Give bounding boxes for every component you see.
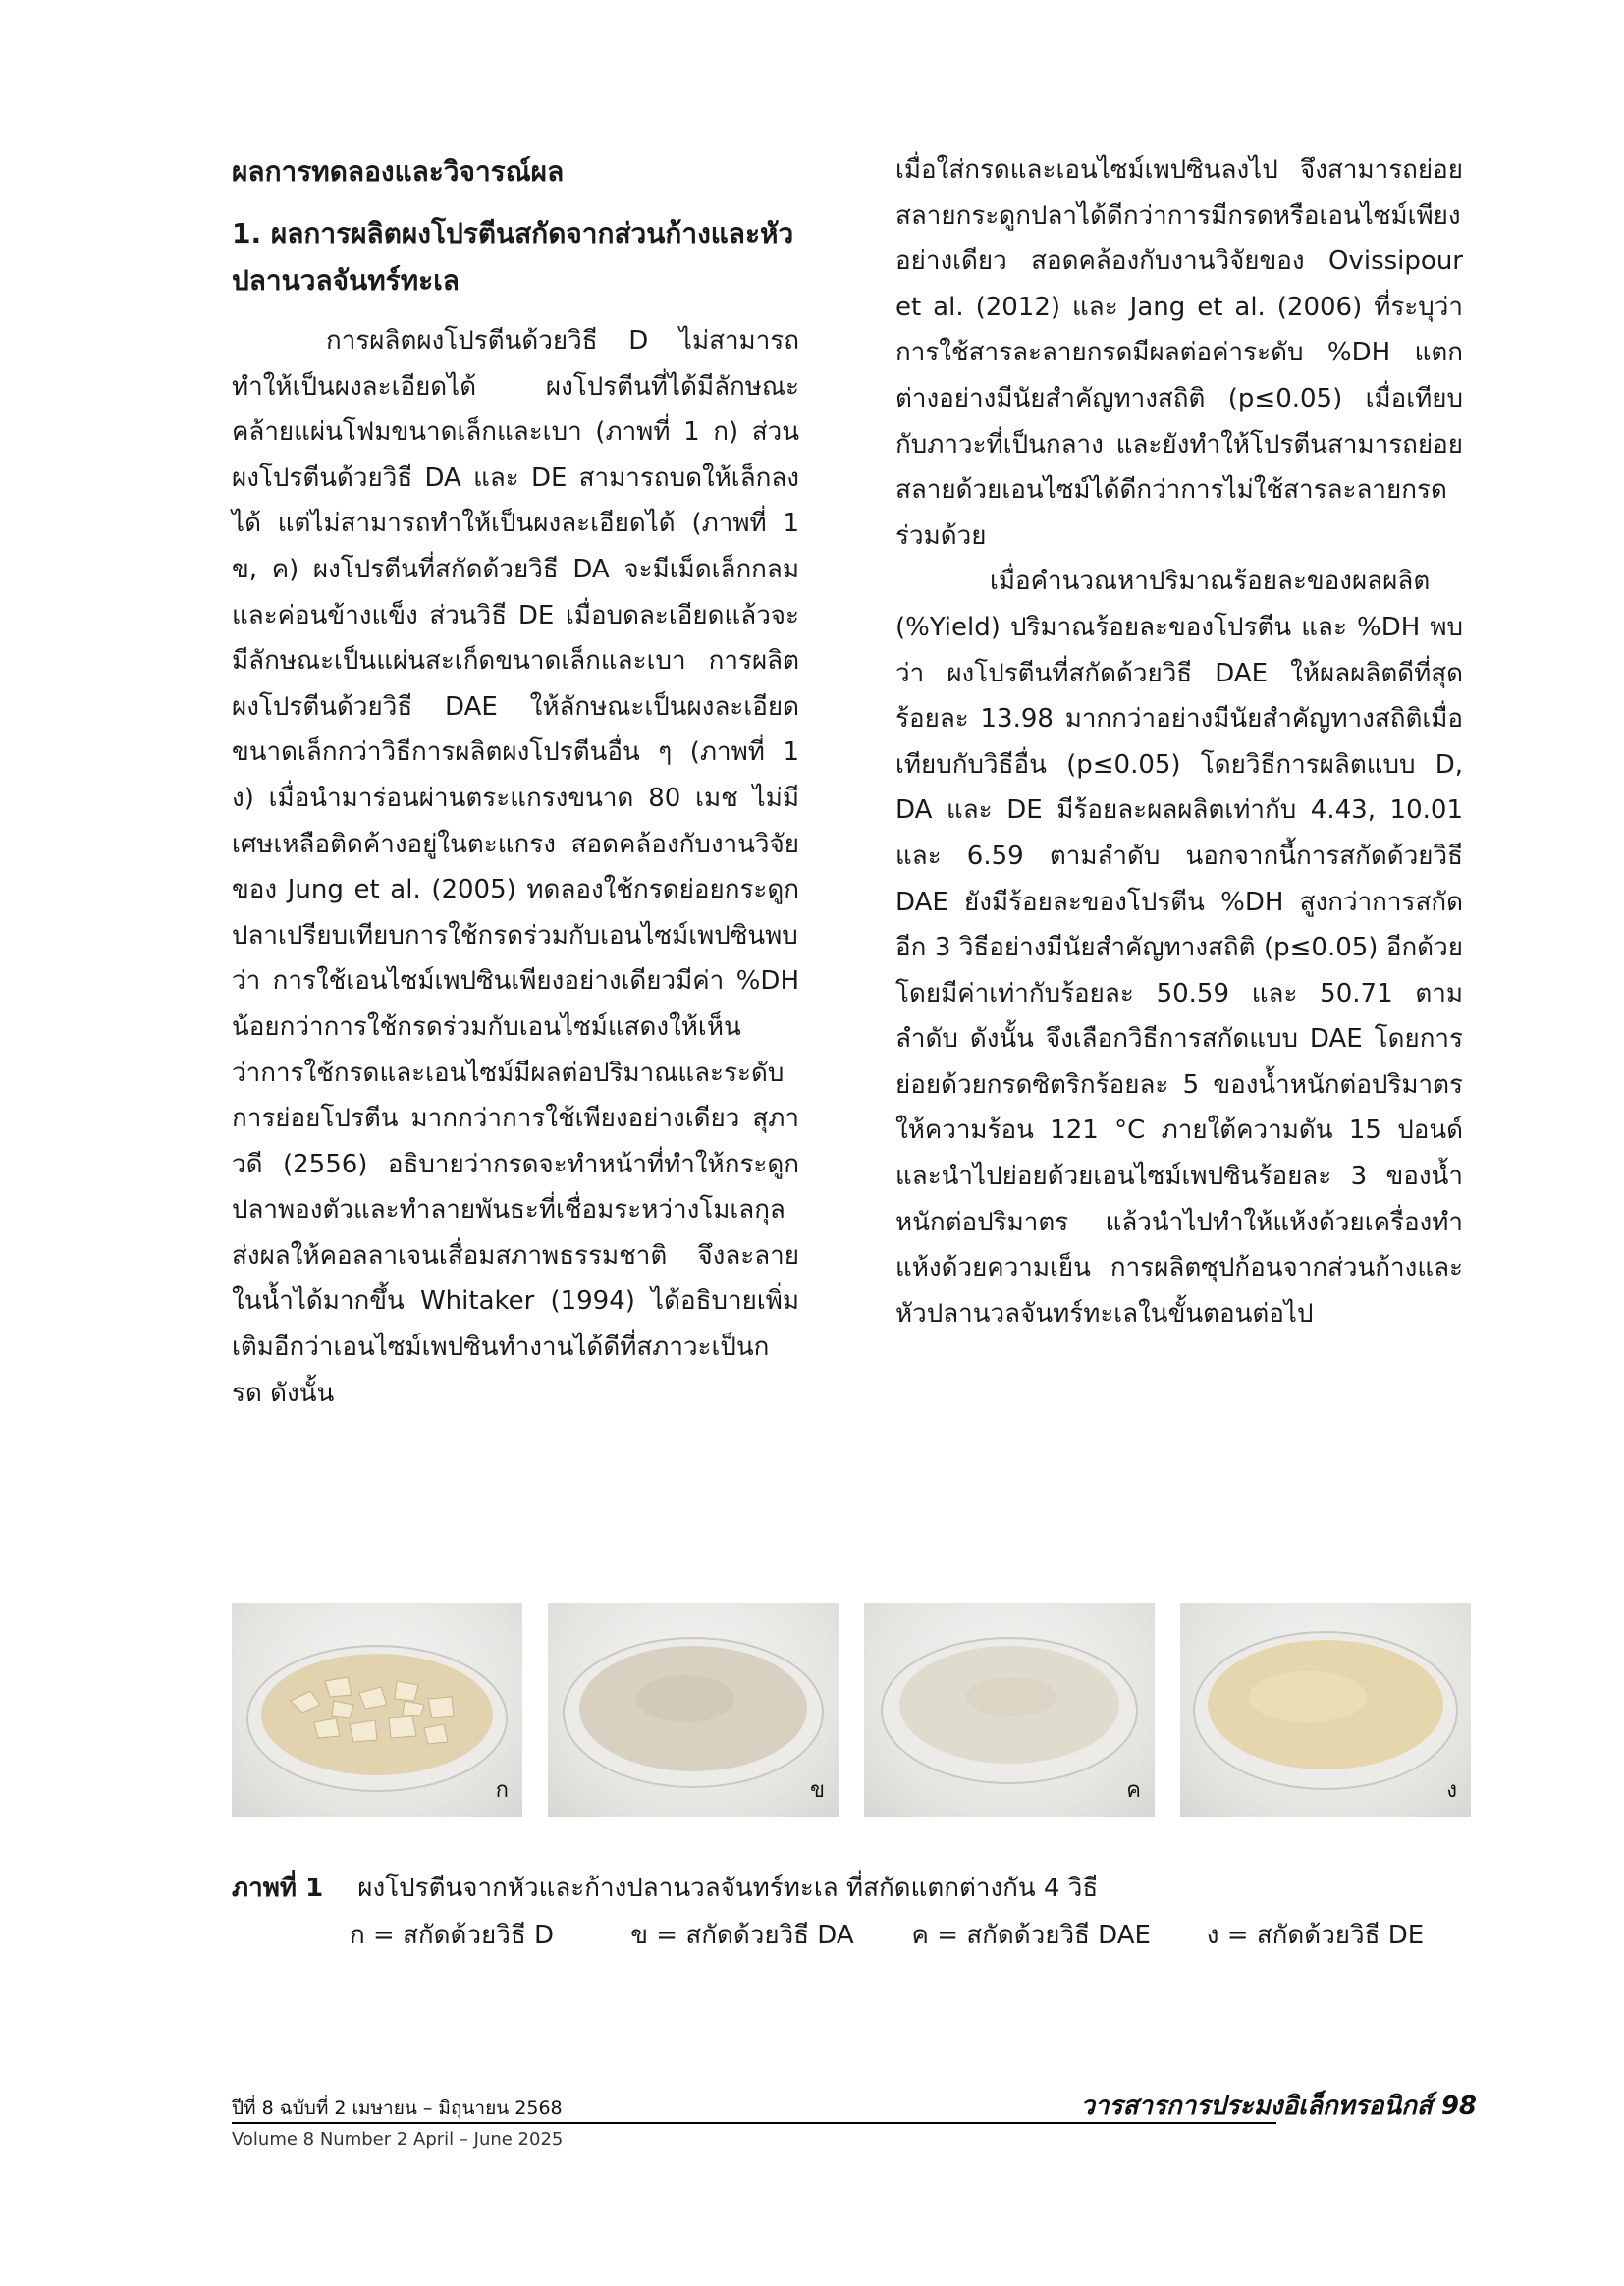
footer-issue-english: Volume 8 Number 2 April – June 2025 [232,2129,564,2150]
right-column [895,147,1463,1336]
petri-dish-fine-powder-image [864,1603,1155,1817]
photo-label-d: ก [495,1778,509,1803]
section-heading: ผลการทดลองและวิจารณ์ผล [232,155,565,188]
footer-journal-page: วารสารการประมงอิเล็กทรอนิกส์ 98 [1080,2092,1477,2121]
photo-label-de: ง [1446,1778,1457,1803]
figure-photos [232,1603,1473,1819]
figure-caption-label: ภาพที่ 1 [232,1874,324,1903]
figure-caption-text: ผงโปรตีนจากหัวและก้างปลานวลจันทร์ทะเล ที่สกัดแตกต่างกัน 4 วิธี [357,1874,1099,1903]
legend-item-d: ก = สกัดด้วยวิธี D [350,1921,555,1950]
figure-caption [232,1866,1473,1911]
right-paragraph-1: เมื่อใส่กรดและเอนไซม์เพปซินลงไป จึงสามารถย่อยสลายกระดูกปลาได้ดีกว่าการมีกรดหรือเอนไซม์เพียงอย่างเดียว สอดคล้องกับงานวิจัยของ Ovissipour et al. (2012) และ Jang et al. (2006) ที่ระบุว่า การใช้สารละลายกรดมีผลต่อค่าระดับ %DH แตกต่างอย่างมีนัยสำคัญทางสถิติ (p≤0.05) เมื่อเทียบกับภาวะที่เป็นกลาง และยังทำให้โปรตีนสามารถย่อยสลายด้วยเอนไซม์ได้ดีกว่าการไม่ใช้สารละลายกรดร่วมด้วย [895,155,1463,551]
petri-dish-coarse-powder-image [548,1603,839,1817]
subsection-heading: 1. ผลการผลิตผงโปรตีนสกัดจากส่วนก้างและหัวปลานวลจันทร์ทะเล [232,217,794,297]
photo-label-dae: ค [1126,1778,1141,1803]
legend-item-dae: ค = สกัดด้วยวิธี DAE [911,1921,1151,1950]
petri-dish-flake-powder-image [1180,1603,1471,1817]
photo-method-da [548,1603,839,1817]
photo-method-de [1180,1603,1471,1817]
photo-method-d [232,1603,522,1817]
photo-method-dae [864,1603,1155,1817]
footer-issue-thai: ปีที่ 8 ฉบับที่ 2 เมษายน – มิถุนายน 2568 [232,2097,563,2119]
legend-item-da: ข = สกัดด้วยวิธี DA [630,1921,854,1950]
left-paragraph: การผลิตผงโปรตีนด้วยวิธี D ไม่สามารถทำให้เป็นผงละเอียดได้ ผงโปรตีนที่ได้มีลักษณะคล้ายแผ่นโฟมขนาดเล็กและเบา (ภาพที่ 1 ก) ส่วนผงโปรตีนด้วยวิธี DA และ DE สามารถบดให้เล็กลงได้ แต่ไม่สามารถทำให้เป็นผงละเอียดได้ (ภาพที่ 1 ข, ค) ผงโปรตีนที่สกัดด้วยวิธี DA จะมีเม็ดเล็กกลมและค่อนข้างแข็ง ส่วนวิธี DE เมื่อบดละเอียดแล้วจะมีลักษณะเป็นแผ่นสะเก็ดขนาดเล็กและเบา การผลิตผงโปรตีนด้วยวิธี DAE ให้ลักษณะเป็นผงละเอียดขนาดเล็กกว่าวิธีการผลิตผงโปรตีนอื่น ๆ (ภาพที่ 1 ง) เมื่อนำมาร่อนผ่านตระแกรงขนาด 80 เมช ไม่มีเศษเหลือติดค้างอยู่ในตะแกรง สอดคล้องกับงานวิจัยของ Jung et al. (2005) ทดลองใช้กรดย่อยกระดูกปลาเปรียบเทียบการใช้กรดร่วมกับเอนไซม์เพปซินพบว่า การใช้เอนไซม์เพปซินเพียงอย่างเดียวมีค่า %DH น้อยกว่าการใช้กรดร่วมกับเอนไซม์แสดงให้เห็นว่าการใช้กรดและเอนไซม์มีผลต่อปริมาณและระดับการย่อยโปรตีน มากกว่าการใช้เพียงอย่างเดียว สุภาวดี (2556) อธิบายว่ากรดจะทำหน้าที่ทำให้กระดูกปลาพองตัวและทำลายพันธะที่เชื่อมระหว่างโมเลกุล ส่งผลให้คอลลาเจนเสื่อมสภาพธรรมชาติ จึงละลายในน้ำได้มากขึ้น Whitaker (1994) ได้อธิบายเพิ่มเติมอีกว่าเอนไซม์เพปซินทำงานได้ดีที่สภาวะเป็นกรด ดังนั้น [232,326,799,1408]
petri-dish-flakes-image [232,1603,522,1817]
right-paragraph-2: เมื่อคำนวณหาปริมาณร้อยละของผลผลิต (%Yield) ปริมาณร้อยละของโปรตีน และ %DH พบว่า ผงโปรตีนที่สกัดด้วยวิธี DAE ให้ผลผลิตดีที่สุดร้อยละ 13.98 มากกว่าอย่างมีนัยสำคัญทางสถิติเมื่อเทียบกับวิธีอื่น (p≤0.05) โดยวิธีการผลิตแบบ D, DA และ DE มีร้อยละผลผลิตเท่ากับ 4.43, 10.01 และ 6.59 ตามลำดับ นอกจากนี้การสกัดด้วยวิธี DAE ยังมีร้อยละของโปรตีน %DH สูงกว่าการสกัดอีก 3 วิธีอย่างมีนัยสำคัญทางสถิติ (p≤0.05) อีกด้วย โดยมีค่าเท่ากับร้อยละ 50.59 และ 50.71 ตามลำดับ ดังนั้น จึงเลือกวิธีการสกัดแบบ DAE โดยการย่อยด้วยกรดซิตริกร้อยละ 5 ของน้ำหนักต่อปริมาตร ให้ความร้อน 121 °C ภายใต้ความดัน 15 ปอนด์ และนำไปย่อยด้วยเอนไซม์เพปซินร้อยละ 3 ของน้ำหนักต่อปริมาตร แล้วนำไปทำให้แห้งด้วยเครื่องทำแห้งด้วยความเย็น การผลิตซุปก้อนจากส่วนก้างและหัวปลานวลจันทร์ทะเลในขั้นตอนต่อไป [895,567,1463,1329]
legend-item-de: ง = สกัดด้วยวิธี DE [1206,1921,1425,1950]
photo-label-da: ข [809,1778,825,1803]
left-column [232,147,799,1416]
figure-legend [350,1913,1469,1958]
